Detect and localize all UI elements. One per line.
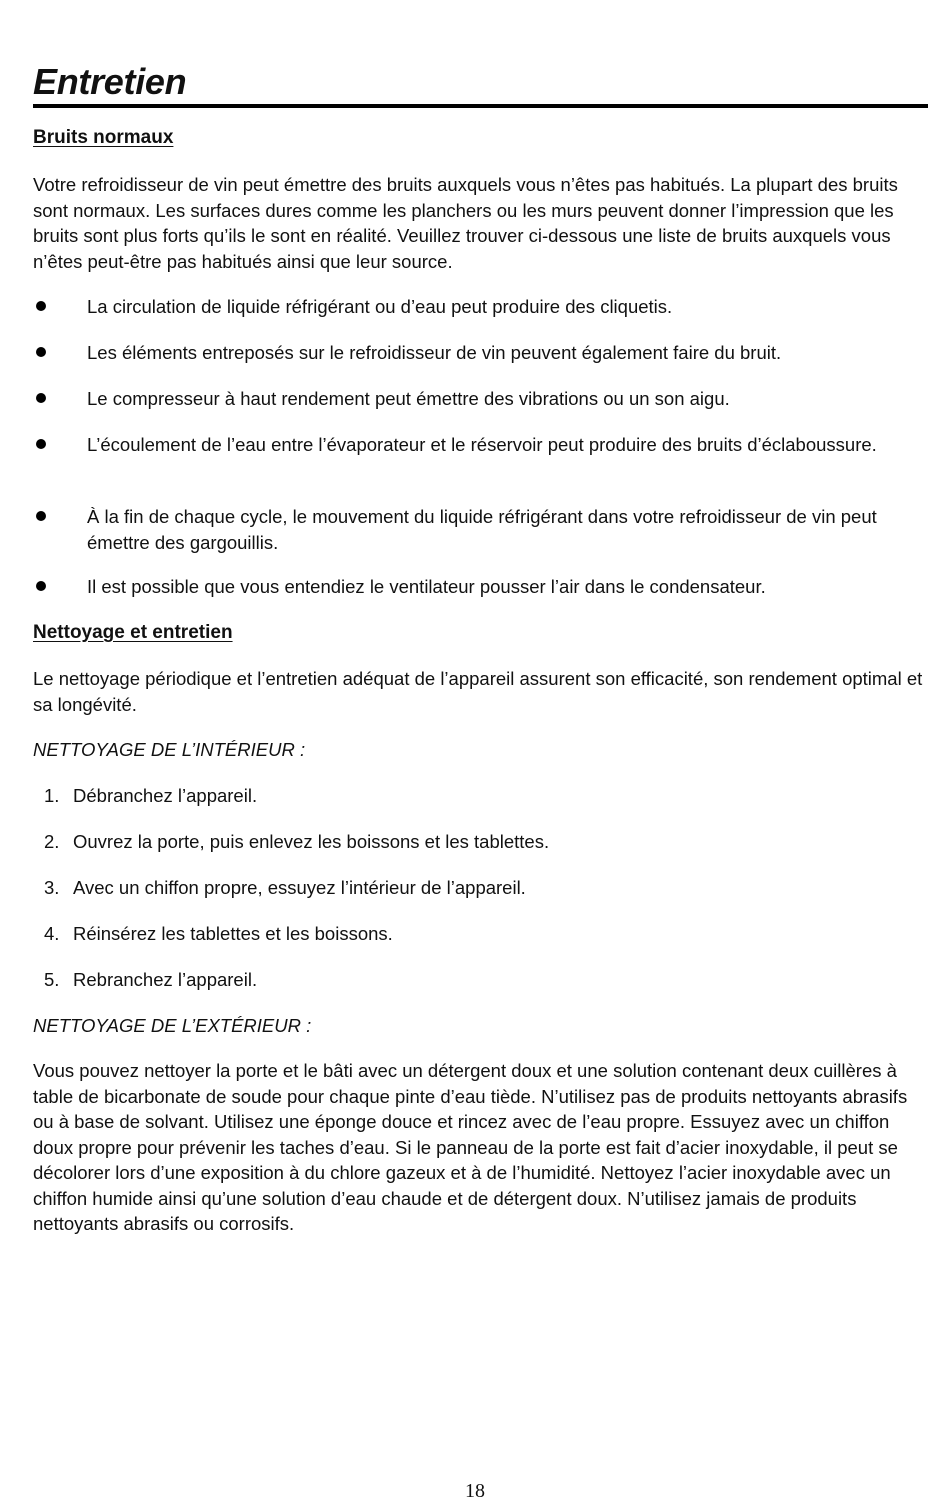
section-heading-cleaning: Nettoyage et entretien: [33, 622, 233, 643]
cleaning-intro: Le nettoyage périodique et l’entretien adéquat de l’appareil assurent son efficacité, son rendement optimal et sa longévité.: [33, 668, 923, 715]
page-number: 18: [465, 1480, 485, 1502]
step-text: Avec un chiffon propre, essuyez l’intérieur de l’appareil.: [73, 877, 526, 898]
list-item-text: La circulation de liquide réfrigérant ou d’eau peut produire des cliquetis.: [87, 296, 673, 317]
step-number: 3.: [44, 877, 60, 898]
list-item-text: Le compresseur à haut rendement peut émettre des vibrations ou un son aigu.: [87, 388, 730, 409]
step-number: 4.: [44, 923, 60, 944]
bullet-icon: [36, 393, 46, 403]
step-text: Débranchez l’appareil.: [73, 785, 258, 806]
list-item-text: Il est possible que vous entendiez le ventilateur pousser l’air dans le condensateur.: [87, 576, 766, 597]
bullet-icon: [36, 439, 46, 449]
title-rule: [33, 104, 928, 108]
list-item-text: Les éléments entreposés sur le refroidisseur de vin peuvent également faire du bruit.: [87, 342, 782, 363]
section-heading-normal-noises: Bruits normaux: [33, 127, 174, 148]
bullet-icon: [36, 301, 46, 311]
normal-noises-intro: Votre refroidisseur de vin peut émettre des bruits auxquels vous n’êtes pas habitués. La plupart des bruits sont normaux. Les surfaces dures comme les planchers ou les murs peuvent donner l’impression que les bruits sont plus forts qu’ils le sont en réalité. Veuillez trouver ci-dessous une liste de bruits auxquels vous n’êtes peut-être pas habitués ainsi que leur source.: [33, 174, 898, 272]
bullet-icon: [36, 581, 46, 591]
interior-cleaning-heading: NETTOYAGE DE L’INTÉRIEUR :: [33, 739, 306, 760]
list-item-text: À la fin de chaque cycle, le mouvement du liquide réfrigérant dans votre refroidisseur de vin peut émettre des gargouillis.: [87, 506, 877, 553]
step-number: 2.: [44, 831, 60, 852]
step-text: Rebranchez l’appareil.: [73, 969, 258, 990]
exterior-cleaning-heading: NETTOYAGE DE L’EXTÉRIEUR :: [33, 1015, 312, 1036]
list-item-text: L’écoulement de l’eau entre l’évaporateur et le réservoir peut produire des bruits d’éclaboussure.: [87, 434, 877, 455]
bullet-icon: [36, 511, 46, 521]
step-text: Ouvrez la porte, puis enlevez les boissons et les tablettes.: [73, 831, 550, 852]
bullet-icon: [36, 347, 46, 357]
step-text: Réinsérez les tablettes et les boissons.: [73, 923, 393, 944]
step-number: 1.: [44, 785, 60, 806]
page-title: Entretien: [33, 61, 187, 102]
step-number: 5.: [44, 969, 60, 990]
exterior-cleaning-text: Vous pouvez nettoyer la porte et le bâti avec un détergent doux et une solution contenant deux cuillères à table de bicarbonate de soude pour chaque pinte d’eau tiède. N’utilisez pas de produits nettoyants abrasifs ou à base de solvant. Utilisez une éponge douce et rincez avec de l’eau propre. Essuyez avec un chiffon doux propre pour prévenir les taches d’eau. Si le panneau de la porte est fait d’acier inoxydable, il peut se décolorer lors d’une exposition à du chlore gazeux et à de l’humidité. Nettoyez l’acier inoxydable avec un chiffon humide ainsi qu’une solution d’eau chaude et de détergent doux. N’utilisez jamais de produits nettoyants abrasifs ou corrosifs.: [33, 1060, 908, 1234]
